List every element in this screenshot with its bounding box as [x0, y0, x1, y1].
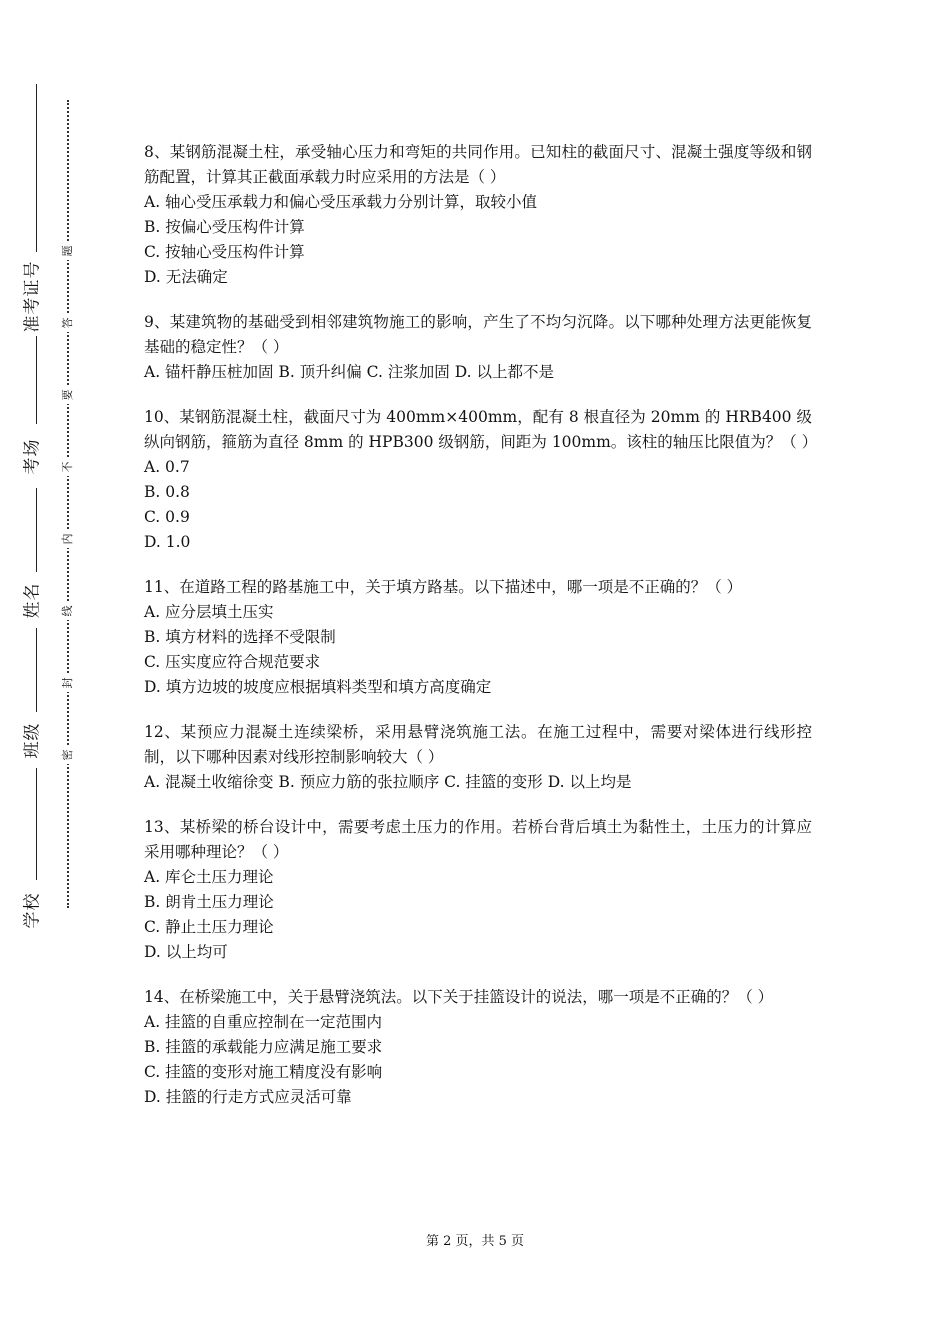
question-stem: 10、某钢筋混凝土柱，截面尺寸为 400mm×400mm，配有 8 根直径为 20mm 的 HRB400 级纵向钢筋，箍筋为直径 8mm 的 HPB300 级钢筋，间距为 100mm。该柱的轴压比限值为？（ ）: [144, 408, 818, 451]
question-stem: 11、在道路工程的路基施工中，关于填方路基。以下描述中，哪一项是不正确的？（ ）: [144, 578, 743, 596]
question-stem: 14、在桥梁施工中，关于悬臂浇筑法。以下关于挂篮设计的说法，哪一项是不正确的？（ ）: [144, 988, 774, 1006]
seal-char: 不: [61, 458, 75, 476]
option-b[interactable]: B. 填方材料的选择不受限制: [144, 628, 336, 646]
seal-char: 封: [61, 674, 75, 692]
margin-line: [36, 628, 37, 712]
option-a[interactable]: A. 0.7: [144, 458, 190, 476]
question-12: [144, 720, 812, 795]
option-b[interactable]: B. 按偏心受压构件计算: [144, 218, 305, 236]
exam-room-label: 考场: [22, 438, 43, 474]
option-c[interactable]: C. 挂篮的变形对施工精度没有影响: [144, 1063, 383, 1081]
option-a[interactable]: A. 轴心受压承载力和偏心受压承载力分别计算，取较小值: [144, 193, 538, 211]
question-13: [144, 815, 812, 965]
margin-line: [36, 768, 37, 880]
class-label: 班级: [22, 722, 43, 758]
option-a[interactable]: A. 应分层填土压实: [144, 603, 274, 621]
school-label: 学校: [22, 892, 43, 928]
option-c[interactable]: C. 压实度应符合规范要求: [144, 653, 321, 671]
name-label: 姓名: [22, 582, 43, 618]
option-b[interactable]: B. 挂篮的承载能力应满足施工要求: [144, 1038, 383, 1056]
option-b[interactable]: B. 朗肯土压力理论: [144, 893, 274, 911]
option-c[interactable]: C. 按轴心受压构件计算: [144, 243, 305, 261]
question-8: [144, 140, 812, 290]
margin-line: [36, 488, 37, 572]
option-d[interactable]: D. 挂篮的行走方式应灵活可靠: [144, 1088, 352, 1106]
margin-line: [36, 84, 37, 252]
question-stem: 13、某桥梁的桥台设计中，需要考虑土压力的作用。若桥台背后填土为黏性土，土压力的计算应采用哪种理论？（ ）: [144, 818, 812, 861]
question-list: [144, 140, 818, 1130]
seal-char: 答: [61, 314, 75, 332]
question-14: [144, 985, 812, 1110]
question-stem: 8、某钢筋混凝土柱，承受轴心压力和弯矩的共同作用。已知柱的截面尺寸、混凝土强度等级和钢筋配置，计算其正截面承载力时应采用的方法是（ ）: [144, 143, 812, 186]
seal-dotted-line: [67, 100, 69, 908]
school-field[interactable]: [0, 886, 60, 934]
question-9: [144, 310, 812, 385]
option-c[interactable]: C. 静止土压力理论: [144, 918, 274, 936]
option-c[interactable]: C. 0.9: [144, 508, 190, 526]
option-b[interactable]: B. 0.8: [144, 483, 190, 501]
option-a[interactable]: A. 库仑土压力理论: [144, 868, 274, 886]
question-stem: 9、某建筑物的基础受到相邻建筑物施工的影响，产生了不均匀沉降。以下哪种处理方法更能恢复基础的稳定性？（ ）: [144, 313, 812, 356]
question-10: [144, 405, 818, 555]
question-stem: 12、某预应力混凝土连续梁桥，采用悬臂浇筑施工法。在施工过程中，需要对梁体进行线形控制，以下哪种因素对线形控制影响较大（ ）: [144, 723, 812, 766]
options-inline[interactable]: A. 锚杆静压桩加固 B. 顶升纠偏 C. 注浆加固 D. 以上都不是: [144, 363, 554, 381]
seal-char: 内: [61, 530, 75, 548]
option-d[interactable]: D. 填方边坡的坡度应根据填料类型和填方高度确定: [144, 678, 492, 696]
margin-line: [36, 336, 37, 424]
option-d[interactable]: D. 无法确定: [144, 268, 228, 286]
question-11: [144, 575, 812, 700]
option-d[interactable]: D. 1.0: [144, 533, 191, 551]
admission-number-label: 准考证号: [22, 260, 43, 332]
page-number: 第 2 页，共 5 页: [425, 1234, 525, 1249]
seal-char: 线: [61, 602, 75, 620]
seal-char: 要: [61, 386, 75, 404]
class-field[interactable]: [0, 716, 60, 764]
seal-char: 题: [61, 242, 75, 260]
name-field[interactable]: [0, 576, 60, 624]
option-d[interactable]: D. 以上均可: [144, 943, 228, 961]
admission-number-field[interactable]: [0, 260, 60, 332]
exam-room-field[interactable]: [0, 432, 60, 480]
option-a[interactable]: A. 挂篮的自重应控制在一定范围内: [144, 1013, 383, 1031]
options-inline[interactable]: A. 混凝土收缩徐变 B. 预应力筋的张拉顺序 C. 挂篮的变形 D. 以上均是: [144, 773, 632, 791]
seal-char: 密: [61, 746, 75, 764]
